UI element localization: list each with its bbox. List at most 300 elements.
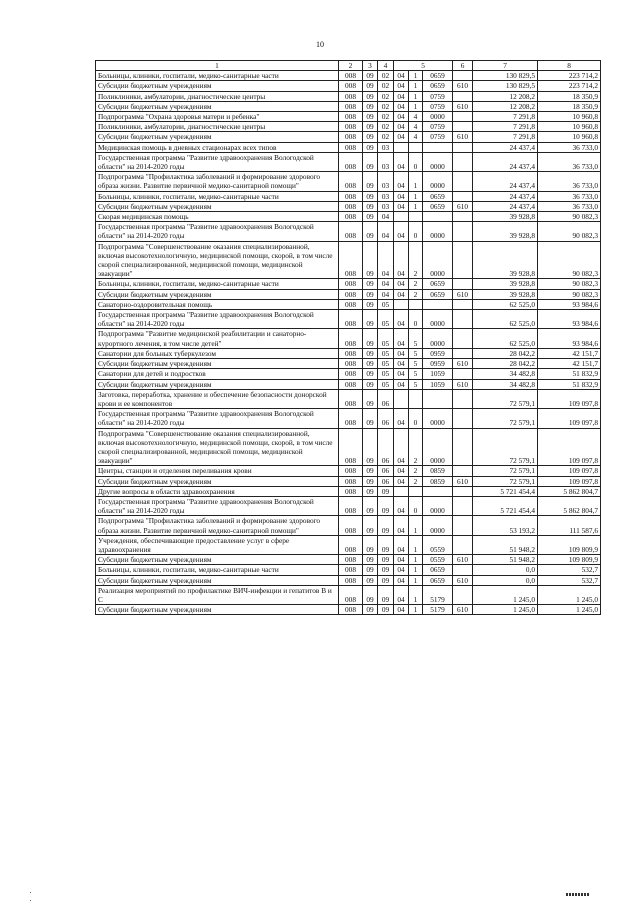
- code-gr-cell: 008: [339, 389, 363, 408]
- code-gr-cell: 008: [339, 142, 363, 152]
- code-pr-cell: 06: [378, 476, 394, 486]
- code-csr3-cell: 0959: [423, 348, 453, 358]
- amount-col8-cell: 36 733,0: [538, 172, 601, 191]
- code-pr-cell: 02: [378, 112, 394, 122]
- code-rz-cell: 09: [363, 289, 378, 299]
- code-csr1-cell: 04: [394, 289, 409, 299]
- amount-col8-cell: 532,7: [538, 565, 601, 575]
- code-csr3-cell: 0959: [423, 359, 453, 369]
- table-row: [96, 605, 601, 615]
- amount-col8-cell: 93 984,6: [538, 299, 601, 309]
- amount-col7-cell: 72 579,1: [473, 409, 538, 428]
- amount-col7-cell: 0,0: [473, 565, 538, 575]
- code-gr-cell: 008: [339, 379, 363, 389]
- table-row: [96, 299, 601, 309]
- table-row: [96, 152, 601, 171]
- code-csr2-cell: 2: [409, 289, 423, 299]
- code-vr-cell: [453, 191, 473, 201]
- code-pr-cell: 02: [378, 132, 394, 142]
- code-csr1-cell: [394, 299, 409, 309]
- amount-col8-cell: 36 733,0: [538, 191, 601, 201]
- code-csr3-cell: 0659: [423, 71, 453, 81]
- code-csr2-cell: 5: [409, 359, 423, 369]
- code-rz-cell: 09: [363, 310, 378, 329]
- row-name-cell: Субсидии бюджетным учреждениям: [96, 101, 339, 111]
- code-vr-cell: 610: [453, 201, 473, 211]
- code-vr-cell: 610: [453, 605, 473, 615]
- amount-col7-cell: 5 721 454,4: [473, 496, 538, 515]
- amount-col8-cell: 223 714,2: [538, 71, 601, 81]
- code-vr-cell: [453, 212, 473, 222]
- code-csr3-cell: 0759: [423, 122, 453, 132]
- code-pr-cell: 04: [378, 279, 394, 289]
- table-row: [96, 565, 601, 575]
- amount-col7-cell: 72 579,1: [473, 466, 538, 476]
- code-rz-cell: 09: [363, 172, 378, 191]
- code-rz-cell: 09: [363, 389, 378, 408]
- table-row: [96, 279, 601, 289]
- code-gr-cell: 008: [339, 132, 363, 142]
- amount-col8-cell: 111 587,6: [538, 516, 601, 535]
- code-rz-cell: 09: [363, 81, 378, 91]
- code-csr3-cell: 0000: [423, 496, 453, 515]
- amount-col8-cell: 90 082,3: [538, 241, 601, 279]
- code-csr3-cell: 5179: [423, 585, 453, 604]
- code-csr1-cell: 04: [394, 191, 409, 201]
- code-csr1-cell: 04: [394, 565, 409, 575]
- code-vr-cell: [453, 299, 473, 309]
- code-vr-cell: [453, 565, 473, 575]
- amount-col7-cell: 51 948,2: [473, 555, 538, 565]
- table-row: [96, 122, 601, 132]
- code-csr3-cell: [423, 486, 453, 496]
- code-csr1-cell: 04: [394, 279, 409, 289]
- code-gr-cell: 008: [339, 101, 363, 111]
- scan-speck: [30, 900, 31, 901]
- code-gr-cell: 008: [339, 71, 363, 81]
- code-gr-cell: 008: [339, 172, 363, 191]
- code-csr3-cell: 0659: [423, 565, 453, 575]
- code-csr1-cell: 04: [394, 329, 409, 348]
- amount-col7-cell: 7 291,8: [473, 122, 538, 132]
- code-csr2-cell: 4: [409, 122, 423, 132]
- amount-col7-cell: 39 928,8: [473, 241, 538, 279]
- table-row: [96, 329, 601, 348]
- table-row: [96, 585, 601, 604]
- code-csr2-cell: 2: [409, 279, 423, 289]
- code-csr3-cell: 0659: [423, 81, 453, 91]
- code-csr3-cell: 0759: [423, 91, 453, 101]
- table-row: [96, 359, 601, 369]
- code-gr-cell: 008: [339, 585, 363, 604]
- table-header-row: [96, 61, 601, 71]
- amount-col7-cell: 28 042,2: [473, 348, 538, 358]
- amount-col7-cell: 1 245,0: [473, 605, 538, 615]
- code-rz-cell: 09: [363, 191, 378, 201]
- code-pr-cell: 02: [378, 71, 394, 81]
- code-rz-cell: 09: [363, 409, 378, 428]
- code-csr3-cell: 0859: [423, 466, 453, 476]
- code-csr3-cell: 0859: [423, 476, 453, 486]
- table-row: [96, 241, 601, 279]
- code-csr2-cell: 1: [409, 91, 423, 101]
- code-rz-cell: 09: [363, 535, 378, 554]
- code-csr1-cell: [394, 486, 409, 496]
- code-pr-cell: 09: [378, 585, 394, 604]
- code-rz-cell: 09: [363, 152, 378, 171]
- code-csr1-cell: 04: [394, 428, 409, 466]
- code-gr-cell: 008: [339, 565, 363, 575]
- table-row: [96, 81, 601, 91]
- code-pr-cell: 05: [378, 379, 394, 389]
- code-gr-cell: 008: [339, 496, 363, 515]
- code-csr2-cell: 5: [409, 369, 423, 379]
- table-row: [96, 348, 601, 358]
- code-pr-cell: 09: [378, 575, 394, 585]
- code-vr-cell: [453, 172, 473, 191]
- code-gr-cell: 008: [339, 428, 363, 466]
- code-csr2-cell: 0: [409, 310, 423, 329]
- amount-col7-cell: 39 928,8: [473, 222, 538, 241]
- code-csr2-cell: 1: [409, 191, 423, 201]
- code-csr1-cell: 04: [394, 359, 409, 369]
- row-name-cell: Подпрограмма "Охрана здоровья матери и ребенка": [96, 112, 339, 122]
- amount-col7-cell: 53 193,2: [473, 516, 538, 535]
- code-csr3-cell: 0659: [423, 575, 453, 585]
- code-pr-cell: 04: [378, 212, 394, 222]
- amount-col7-cell: 34 482,8: [473, 369, 538, 379]
- code-csr3-cell: 0000: [423, 329, 453, 348]
- code-gr-cell: 008: [339, 329, 363, 348]
- code-gr-cell: 008: [339, 191, 363, 201]
- code-csr2-cell: 0: [409, 222, 423, 241]
- row-name-cell: Заготовка, переработка, хранение и обеспечение безопасности донорской крови и ее компонентов: [96, 389, 339, 408]
- row-name-cell: Скорая медицинская помощь: [96, 212, 339, 222]
- code-csr3-cell: [423, 299, 453, 309]
- column-header: 1: [96, 61, 339, 71]
- code-pr-cell: 09: [378, 516, 394, 535]
- amount-col8-cell: 109 097,8: [538, 476, 601, 486]
- code-gr-cell: 008: [339, 289, 363, 299]
- row-name-cell: Подпрограмма "Профилактика заболеваний и формирование здорового образа жизни. Развитие первичной медико-санитарной помощи": [96, 172, 339, 191]
- code-csr1-cell: 04: [394, 516, 409, 535]
- code-rz-cell: 09: [363, 476, 378, 486]
- amount-col8-cell: 10 960,8: [538, 132, 601, 142]
- code-csr2-cell: 1: [409, 516, 423, 535]
- row-name-cell: Реализация мероприятий по профилактике ВИЧ-инфекции и гепатитов В и С: [96, 585, 339, 604]
- code-rz-cell: 09: [363, 71, 378, 81]
- code-csr1-cell: 04: [394, 241, 409, 279]
- code-csr2-cell: 1: [409, 555, 423, 565]
- row-name-cell: Субсидии бюджетным учреждениям: [96, 201, 339, 211]
- code-csr1-cell: 04: [394, 409, 409, 428]
- code-rz-cell: 09: [363, 359, 378, 369]
- amount-col8-cell: 90 082,3: [538, 289, 601, 299]
- table-row: [96, 389, 601, 408]
- code-gr-cell: 008: [339, 348, 363, 358]
- code-csr1-cell: 04: [394, 172, 409, 191]
- column-header: 5: [394, 61, 453, 71]
- code-vr-cell: [453, 142, 473, 152]
- code-csr1-cell: 04: [394, 575, 409, 585]
- table-row: [96, 212, 601, 222]
- code-rz-cell: 09: [363, 112, 378, 122]
- code-gr-cell: 008: [339, 605, 363, 615]
- code-pr-cell: 05: [378, 369, 394, 379]
- code-vr-cell: 610: [453, 555, 473, 565]
- code-rz-cell: 09: [363, 585, 378, 604]
- code-csr2-cell: 2: [409, 476, 423, 486]
- code-rz-cell: 09: [363, 142, 378, 152]
- code-pr-cell: 09: [378, 565, 394, 575]
- code-csr3-cell: 0000: [423, 409, 453, 428]
- table-row: [96, 496, 601, 515]
- scan-speck: [30, 892, 31, 893]
- amount-col7-cell: 5 721 454,4: [473, 486, 538, 496]
- code-pr-cell: 05: [378, 299, 394, 309]
- amount-col7-cell: 24 437,4: [473, 152, 538, 171]
- code-vr-cell: 610: [453, 575, 473, 585]
- code-csr1-cell: 04: [394, 71, 409, 81]
- row-name-cell: Поликлиники, амбулатории, диагностические центры: [96, 122, 339, 132]
- code-csr1-cell: 04: [394, 369, 409, 379]
- code-csr1-cell: 04: [394, 222, 409, 241]
- code-csr2-cell: 0: [409, 496, 423, 515]
- code-gr-cell: 008: [339, 201, 363, 211]
- code-gr-cell: 008: [339, 359, 363, 369]
- code-rz-cell: 09: [363, 241, 378, 279]
- code-csr1-cell: 04: [394, 605, 409, 615]
- code-pr-cell: 02: [378, 81, 394, 91]
- row-name-cell: Подпрограмма "Профилактика заболеваний и формирование здорового образа жизни. Развитие первичной медико-санитарной помощи": [96, 516, 339, 535]
- column-header: 4: [378, 61, 394, 71]
- code-pr-cell: 06: [378, 389, 394, 408]
- code-rz-cell: 09: [363, 201, 378, 211]
- code-csr3-cell: 0559: [423, 555, 453, 565]
- table-row: [96, 172, 601, 191]
- code-csr2-cell: [409, 142, 423, 152]
- amount-col7-cell: 7 291,8: [473, 112, 538, 122]
- code-csr2-cell: 1: [409, 101, 423, 111]
- amount-col8-cell: 18 350,9: [538, 101, 601, 111]
- row-name-cell: Больницы, клиники, госпитали, медико-санитарные части: [96, 279, 339, 289]
- amount-col7-cell: 0,0: [473, 575, 538, 585]
- row-name-cell: Субсидии бюджетным учреждениям: [96, 132, 339, 142]
- column-header: 8: [538, 61, 601, 71]
- row-name-cell: Субсидии бюджетным учреждениям: [96, 476, 339, 486]
- amount-col7-cell: 24 437,4: [473, 172, 538, 191]
- amount-col7-cell: 24 437,4: [473, 201, 538, 211]
- code-gr-cell: 008: [339, 279, 363, 289]
- code-rz-cell: 09: [363, 466, 378, 476]
- code-rz-cell: 09: [363, 348, 378, 358]
- code-pr-cell: 04: [378, 241, 394, 279]
- table-row: [96, 71, 601, 81]
- code-csr3-cell: 1059: [423, 379, 453, 389]
- table-row: [96, 535, 601, 554]
- code-vr-cell: [453, 152, 473, 171]
- code-pr-cell: 09: [378, 555, 394, 565]
- code-vr-cell: [453, 409, 473, 428]
- code-rz-cell: 09: [363, 101, 378, 111]
- code-csr1-cell: 04: [394, 535, 409, 554]
- amount-col8-cell: 5 862 804,7: [538, 486, 601, 496]
- column-header: 6: [453, 61, 473, 71]
- code-rz-cell: 09: [363, 122, 378, 132]
- row-name-cell: Поликлиники, амбулатории, диагностические центры: [96, 91, 339, 101]
- code-csr3-cell: 0000: [423, 310, 453, 329]
- code-csr1-cell: 04: [394, 348, 409, 358]
- code-vr-cell: [453, 279, 473, 289]
- row-name-cell: Субсидии бюджетным учреждениям: [96, 575, 339, 585]
- table-row: [96, 409, 601, 428]
- code-gr-cell: 008: [339, 81, 363, 91]
- code-csr1-cell: 04: [394, 379, 409, 389]
- amount-col8-cell: 109 097,8: [538, 428, 601, 466]
- code-csr1-cell: 04: [394, 585, 409, 604]
- code-csr2-cell: 2: [409, 241, 423, 279]
- code-csr2-cell: 1: [409, 71, 423, 81]
- column-header: 3: [363, 61, 378, 71]
- code-gr-cell: 008: [339, 575, 363, 585]
- code-vr-cell: [453, 91, 473, 101]
- page-number: 10: [316, 40, 324, 49]
- code-gr-cell: 008: [339, 222, 363, 241]
- row-name-cell: Субсидии бюджетным учреждениям: [96, 289, 339, 299]
- code-vr-cell: [453, 369, 473, 379]
- code-pr-cell: 04: [378, 289, 394, 299]
- row-name-cell: Санатории для детей и подростков: [96, 369, 339, 379]
- amount-col8-cell: 93 984,6: [538, 329, 601, 348]
- code-csr2-cell: 1: [409, 605, 423, 615]
- budget-table: [95, 60, 601, 615]
- code-csr3-cell: 0759: [423, 101, 453, 111]
- code-rz-cell: 09: [363, 329, 378, 348]
- code-csr3-cell: 0659: [423, 279, 453, 289]
- row-name-cell: Больницы, клиники, госпитали, медико-санитарные части: [96, 71, 339, 81]
- code-gr-cell: 008: [339, 535, 363, 554]
- amount-col7-cell: 24 437,4: [473, 191, 538, 201]
- code-vr-cell: [453, 122, 473, 132]
- code-csr2-cell: 5: [409, 329, 423, 348]
- code-vr-cell: 610: [453, 132, 473, 142]
- column-header: 7: [473, 61, 538, 71]
- code-csr1-cell: 04: [394, 310, 409, 329]
- code-rz-cell: 09: [363, 555, 378, 565]
- amount-col7-cell: 72 579,1: [473, 428, 538, 466]
- code-csr3-cell: 0000: [423, 152, 453, 171]
- code-vr-cell: [453, 241, 473, 279]
- row-name-cell: Подпрограмма "Совершенствование оказания специализированной, включая высокотехнологичную, медицинской помощи, скорой, в том числе скорой специализированной, медицинской помощи, медицинской эвакуации": [96, 241, 339, 279]
- code-csr3-cell: 0000: [423, 516, 453, 535]
- code-pr-cell: 04: [378, 222, 394, 241]
- amount-col7-cell: 12 208,2: [473, 91, 538, 101]
- code-csr3-cell: [423, 212, 453, 222]
- row-name-cell: Другие вопросы в области здравоохранения: [96, 486, 339, 496]
- code-pr-cell: 05: [378, 329, 394, 348]
- code-pr-cell: 03: [378, 172, 394, 191]
- table-row: [96, 476, 601, 486]
- row-name-cell: Подпрограмма "Совершенствование оказания специализированной, включая высокотехнологичную, медицинской помощи, скорой, в том числе скорой специализированной, медицинской помощи, медицинской эвакуации": [96, 428, 339, 466]
- code-pr-cell: 09: [378, 535, 394, 554]
- code-vr-cell: 610: [453, 81, 473, 91]
- code-gr-cell: 008: [339, 112, 363, 122]
- amount-col7-cell: 72 579,1: [473, 389, 538, 408]
- code-pr-cell: 02: [378, 122, 394, 132]
- code-csr2-cell: 2: [409, 466, 423, 476]
- row-name-cell: Субсидии бюджетным учреждениям: [96, 359, 339, 369]
- code-csr1-cell: 04: [394, 555, 409, 565]
- amount-col8-cell: 51 832,9: [538, 369, 601, 379]
- code-vr-cell: [453, 486, 473, 496]
- code-pr-cell: 06: [378, 428, 394, 466]
- code-csr3-cell: 0000: [423, 222, 453, 241]
- code-csr3-cell: 0559: [423, 535, 453, 554]
- code-csr2-cell: 1: [409, 585, 423, 604]
- table-row: [96, 466, 601, 476]
- code-csr2-cell: 4: [409, 112, 423, 122]
- table-row: [96, 112, 601, 122]
- code-pr-cell: 09: [378, 486, 394, 496]
- code-vr-cell: [453, 329, 473, 348]
- code-rz-cell: 09: [363, 496, 378, 515]
- code-pr-cell: 05: [378, 310, 394, 329]
- code-csr3-cell: 0659: [423, 201, 453, 211]
- amount-col8-cell: 90 082,3: [538, 212, 601, 222]
- code-csr2-cell: 1: [409, 575, 423, 585]
- table-row: [96, 91, 601, 101]
- code-gr-cell: 008: [339, 212, 363, 222]
- row-name-cell: Государственная программа "Развитие здравоохранения Вологодской области" на 2014-2020 годы: [96, 496, 339, 515]
- row-name-cell: Подпрограмма "Развитие медицинской реабилитации и санаторно-курортного лечения, в том числе детей": [96, 329, 339, 348]
- amount-col7-cell: 62 525,0: [473, 299, 538, 309]
- amount-col8-cell: 90 082,3: [538, 279, 601, 289]
- amount-col7-cell: 39 928,8: [473, 212, 538, 222]
- code-vr-cell: [453, 535, 473, 554]
- code-gr-cell: 008: [339, 241, 363, 279]
- code-rz-cell: 09: [363, 428, 378, 466]
- code-pr-cell: 05: [378, 348, 394, 358]
- code-rz-cell: 09: [363, 575, 378, 585]
- amount-col8-cell: 1 245,0: [538, 585, 601, 604]
- code-csr3-cell: 0659: [423, 191, 453, 201]
- table-row: [96, 201, 601, 211]
- code-pr-cell: 06: [378, 466, 394, 476]
- amount-col7-cell: 51 948,2: [473, 535, 538, 554]
- code-gr-cell: 008: [339, 466, 363, 476]
- code-pr-cell: 03: [378, 142, 394, 152]
- amount-col8-cell: 10 960,8: [538, 112, 601, 122]
- code-vr-cell: 610: [453, 289, 473, 299]
- amount-col7-cell: 34 482,8: [473, 379, 538, 389]
- code-csr1-cell: 04: [394, 152, 409, 171]
- amount-col8-cell: 109 097,8: [538, 389, 601, 408]
- code-csr2-cell: 1: [409, 81, 423, 91]
- code-gr-cell: 008: [339, 409, 363, 428]
- row-name-cell: Санатории для больных туберкулезом: [96, 348, 339, 358]
- code-vr-cell: [453, 428, 473, 466]
- table-row: [96, 191, 601, 201]
- code-vr-cell: [453, 466, 473, 476]
- table-row: [96, 369, 601, 379]
- code-vr-cell: [453, 585, 473, 604]
- amount-col8-cell: 10 960,8: [538, 122, 601, 132]
- amount-col7-cell: 1 245,0: [473, 585, 538, 604]
- code-rz-cell: 09: [363, 565, 378, 575]
- code-vr-cell: [453, 71, 473, 81]
- code-csr3-cell: [423, 142, 453, 152]
- row-name-cell: Больницы, клиники, госпитали, медико-санитарные части: [96, 565, 339, 575]
